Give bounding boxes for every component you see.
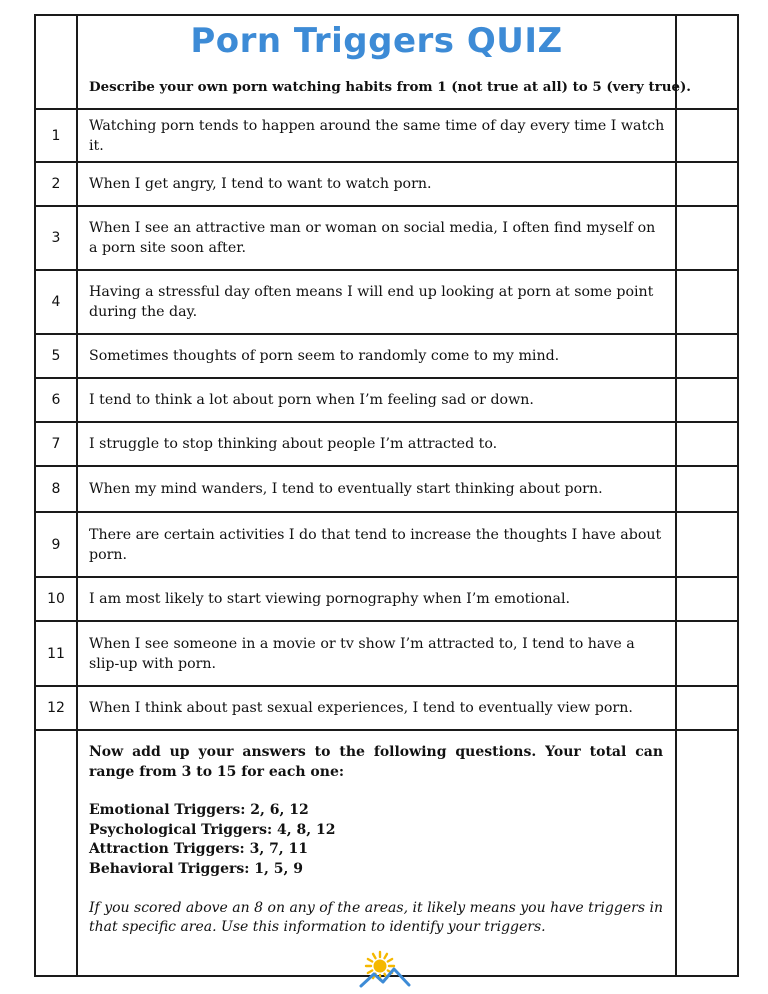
question-row-5 <box>35 334 738 378</box>
answer-cell[interactable] <box>676 466 738 512</box>
question-number: 8 <box>35 466 77 512</box>
question-text: When I get angry, I tend to want to watch porn. <box>77 162 676 206</box>
question-number: 4 <box>35 270 77 334</box>
answer-cell[interactable] <box>676 334 738 378</box>
summary-cell <box>77 730 676 976</box>
question-number: 1 <box>35 109 77 162</box>
question-row-6 <box>35 378 738 422</box>
question-number: 6 <box>35 378 77 422</box>
question-row-8 <box>35 466 738 512</box>
question-text: When I think about past sexual experiences, I tend to eventually view porn. <box>77 686 676 730</box>
question-text: I am most likely to start viewing pornography when I’m emotional. <box>77 577 676 621</box>
question-text: I struggle to stop thinking about people I’m attracted to. <box>77 422 676 466</box>
quiz-table <box>34 14 739 977</box>
question-text: Having a stressful day often means I will end up looking at porn at some point during the day. <box>77 270 676 334</box>
answer-cell[interactable] <box>676 621 738 686</box>
summary-number-cell <box>35 730 77 976</box>
answer-cell[interactable] <box>676 109 738 162</box>
question-number: 3 <box>35 206 77 270</box>
summary-row <box>35 730 738 976</box>
question-row-2 <box>35 162 738 206</box>
answer-cell[interactable] <box>676 512 738 577</box>
question-number: 10 <box>35 577 77 621</box>
answer-cell[interactable] <box>676 686 738 730</box>
question-text: Watching porn tends to happen around the same time of day every time I watch it. <box>77 109 676 162</box>
question-text: When I see an attractive man or woman on social media, I often find myself on a porn site soon after. <box>77 206 676 270</box>
question-row-12 <box>35 686 738 730</box>
question-row-1 <box>35 109 738 162</box>
answer-cell[interactable] <box>676 206 738 270</box>
answer-cell[interactable] <box>676 162 738 206</box>
question-row-11 <box>35 621 738 686</box>
trigger-category-psychological: Psychological Triggers: 4, 8, 12 <box>89 821 336 838</box>
trigger-category-behavioral: Behavioral Triggers: 1, 5, 9 <box>89 860 304 877</box>
answer-cell[interactable] <box>676 378 738 422</box>
question-row-4 <box>35 270 738 334</box>
question-number: 12 <box>35 686 77 730</box>
header-number-cell <box>35 15 77 109</box>
answer-cell[interactable] <box>676 577 738 621</box>
question-text: Sometimes thoughts of porn seem to randomly come to my mind. <box>77 334 676 378</box>
summary-intro: Now add up your answers to the following questions. Your total can range from 3 to 15 for each one: <box>89 744 663 780</box>
sun-over-mountains-logo <box>358 950 412 990</box>
quiz-instructions: Describe your own porn watching habits from 1 (not true at all) to 5 (very true). <box>89 79 691 95</box>
question-row-9 <box>35 512 738 577</box>
question-text: When I see someone in a movie or tv show I’m attracted to, I tend to have a slip-up with porn. <box>77 621 676 686</box>
question-number: 2 <box>35 162 77 206</box>
summary-note: If you scored above an 8 on any of the areas, it likely means you have triggers in that specific area. Use this information to identify your triggers. <box>89 899 663 936</box>
header-cell <box>77 15 691 109</box>
answer-cell[interactable] <box>676 422 738 466</box>
question-number: 11 <box>35 621 77 686</box>
summary-answer-cell <box>676 730 738 976</box>
question-text: I tend to think a lot about porn when I’m feeling sad or down. <box>77 378 676 422</box>
question-text: When my mind wanders, I tend to eventually start thinking about porn. <box>77 466 676 512</box>
trigger-category-list <box>89 801 663 879</box>
question-row-3 <box>35 206 738 270</box>
answer-cell[interactable] <box>676 270 738 334</box>
trigger-category-emotional: Emotional Triggers: 2, 6, 12 <box>89 802 309 819</box>
question-number: 7 <box>35 422 77 466</box>
question-row-7 <box>35 422 738 466</box>
question-row-10 <box>35 577 738 621</box>
question-text: There are certain activities I do that tend to increase the thoughts I have about porn. <box>77 512 676 577</box>
header-row <box>35 15 738 109</box>
question-number: 5 <box>35 334 77 378</box>
trigger-category-attraction: Attraction Triggers: 3, 7, 11 <box>89 841 309 858</box>
page-title: Porn Triggers QUIZ <box>190 21 563 61</box>
question-number: 9 <box>35 512 77 577</box>
